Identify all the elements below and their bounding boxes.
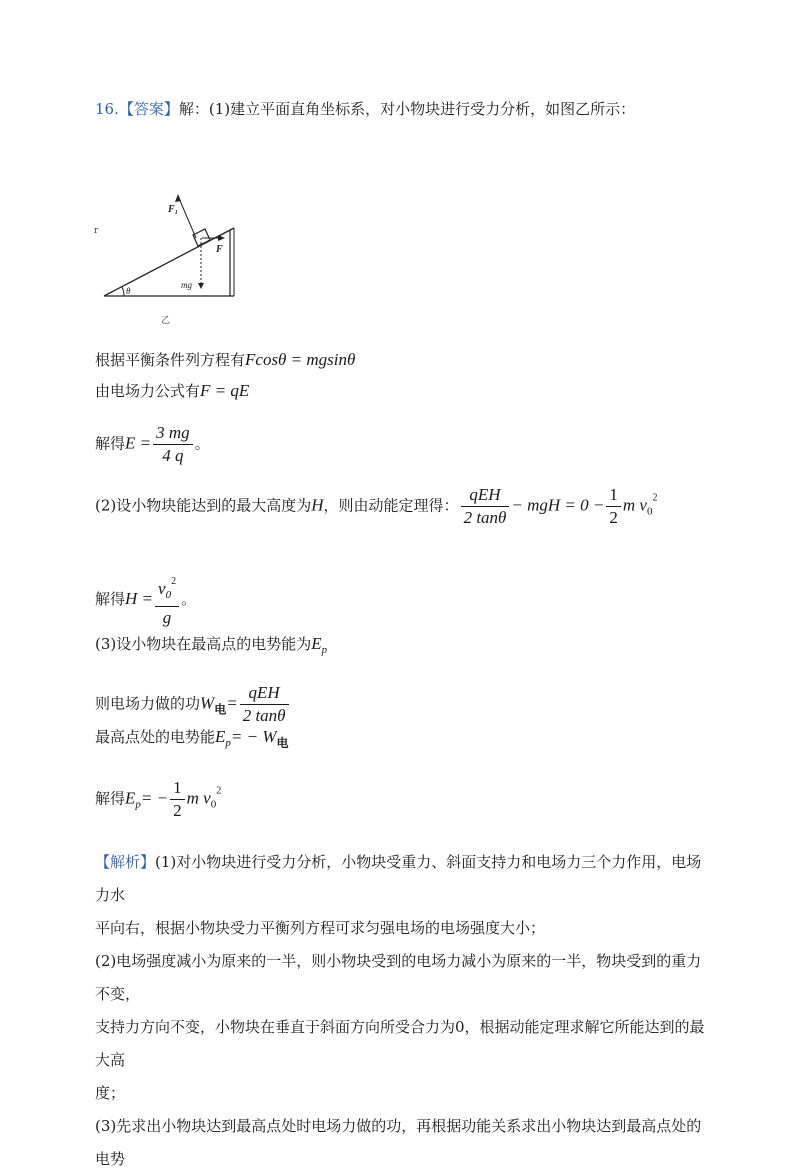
analysis-l1-label: (1): [155, 853, 177, 871]
part1-label: (1): [208, 100, 231, 118]
eq6-prefix: 最高点处的电势能: [95, 728, 216, 746]
analysis-line-3: [95, 945, 710, 1011]
eq5-prefix: 则电场力做的功: [95, 694, 201, 713]
gravity-arrowhead: [198, 283, 204, 289]
part2-energy-equation: [95, 485, 657, 528]
eq4-num-v: v: [158, 579, 166, 598]
eq4-lhs: H =: [125, 589, 154, 608]
analysis-l3-label: (2): [95, 952, 117, 970]
eq6-sub2: 电: [276, 736, 289, 750]
eq5-lhs: W: [200, 693, 215, 713]
work-equation: [95, 683, 291, 726]
analysis-l1-text: 对小物块进行受力分析，小物块受重力、斜面支持力和电场力三个力作用，电场力水: [95, 853, 702, 904]
part2-var: H: [311, 495, 324, 515]
analysis-line-5: 度；: [95, 1084, 126, 1102]
potential-energy-equation: [95, 727, 289, 753]
eq4-end: 。: [181, 590, 197, 608]
analysis-l6-label: (3): [95, 1117, 117, 1135]
label-F: F: [216, 244, 223, 255]
p2-tail: m v: [622, 495, 647, 515]
p2-sup: 2: [652, 492, 658, 504]
p2-half: [606, 485, 621, 528]
p2-middle: − mgH = 0 −: [511, 495, 605, 515]
analysis-tag: 【解析】: [95, 853, 156, 871]
eq7-lhs: E: [125, 788, 136, 808]
eq7-fraction: [170, 778, 185, 821]
label-mg: mg: [181, 280, 192, 290]
part3-var: E: [311, 634, 322, 653]
part2-label: (2): [95, 496, 117, 515]
part3-label: (3): [95, 635, 117, 653]
electric-force-arrowhead: [218, 235, 225, 241]
eq6-rhs: = − W: [230, 727, 277, 746]
eq4-fraction: [155, 572, 179, 628]
answer-header: [95, 99, 635, 119]
analysis-l3-text: 电场强度减小为原来的一半，则小物块受到的电场力减小为原来的一半，物块受到的重力不变，: [95, 952, 702, 1003]
question-number: 16.: [95, 100, 119, 118]
eq3-fraction: [153, 423, 193, 466]
angle-arc: [122, 287, 124, 296]
max-height-result: [95, 572, 196, 628]
eq6-lhs: E: [215, 727, 226, 746]
p2-denominator: 2 tanθ: [463, 508, 507, 527]
field-strength-result: [95, 423, 210, 466]
label-side-mark: r: [94, 226, 99, 236]
field-force-equation: [95, 381, 249, 401]
eq5-numerator: qEH: [240, 683, 289, 705]
eq3-lhs: E =: [125, 433, 152, 453]
eq4-numerator: [155, 572, 179, 607]
label-F1: F₁: [168, 204, 179, 215]
eq2-prefix: 由电场力公式有: [95, 382, 201, 400]
eq7-denominator: 2: [173, 801, 182, 820]
eq5-eq: =: [226, 693, 238, 713]
incline-force-diagram: [92, 190, 242, 330]
analysis-line-4: 支持力方向不变，小物块在垂直于斜面方向所受合力为0，根据动能定理求解它所能达到的最大高: [95, 1018, 705, 1069]
part2-text2: ，则由动能定理得：: [323, 496, 459, 515]
answer-tag: 【答案】: [118, 100, 179, 118]
eq4-prefix: 解得: [95, 590, 126, 608]
eq7-numerator: 1: [170, 778, 185, 800]
eq6-sub: p: [225, 737, 231, 749]
eq7-tail-sup: 2: [216, 785, 222, 797]
p2-fraction: [461, 485, 510, 528]
p2-numerator: qEH: [461, 485, 510, 507]
analysis-line-1: [95, 846, 710, 912]
part3-text: 设小物块在最高点的电势能为: [116, 635, 312, 653]
eq7-mid: = −: [140, 788, 169, 808]
part2-text: 设小物块能达到的最大高度为: [116, 496, 312, 515]
eq7-tail-sub: 0: [210, 798, 217, 811]
eq5-sub: 电: [214, 702, 227, 717]
part3-intro: [95, 634, 327, 660]
eq3-prefix: 解得: [95, 434, 126, 453]
eq3-denominator: 4 q: [162, 446, 184, 465]
p2-sub: 0: [646, 505, 653, 518]
analysis-l6-text: 先求出小物块达到最高点处时电场力做的功，再根据功能关系求出小物块达到最高点处的电势: [95, 1117, 702, 1168]
eq2-math: F = qE: [200, 381, 250, 400]
eq1-math: Fcosθ = mgsinθ: [245, 350, 356, 369]
eq5-fraction: [240, 683, 289, 726]
equilibrium-equation: [95, 350, 355, 370]
label-caption: 乙: [161, 316, 171, 326]
eq4-denominator: g: [162, 608, 172, 627]
eq3-numerator: 3 mg: [153, 423, 193, 445]
eq7-tail: m v: [186, 788, 211, 808]
eq1-prefix: 根据平衡条件列方程有: [95, 351, 246, 369]
analysis-line-2: 平向右，根据小物块受力平衡列方程可求匀强电场的电场强度大小；: [95, 919, 546, 937]
p2-half-num: 1: [606, 485, 621, 507]
analysis-section: [95, 846, 710, 1176]
p2-half-den: 2: [609, 508, 618, 527]
part1-text: 建立平面直角坐标系，对小物块进行受力分析，如图乙所示：: [230, 100, 636, 118]
eq7-sub: p: [135, 798, 141, 811]
eq5-denominator: 2 tanθ: [242, 706, 286, 725]
normal-force-arrowhead: [175, 194, 181, 202]
analysis-line-6: [95, 1110, 710, 1176]
label-theta: θ: [126, 286, 131, 296]
part3-sub: p: [321, 644, 328, 656]
eq3-end: 。: [194, 434, 210, 453]
solution-intro: 解：: [178, 100, 209, 118]
eq4-num-sup: 2: [171, 576, 177, 587]
eq7-prefix: 解得: [95, 789, 126, 808]
normal-force-arrow: [178, 196, 196, 238]
eq4-num-sub: 0: [165, 589, 172, 601]
potential-energy-result: [95, 778, 221, 821]
